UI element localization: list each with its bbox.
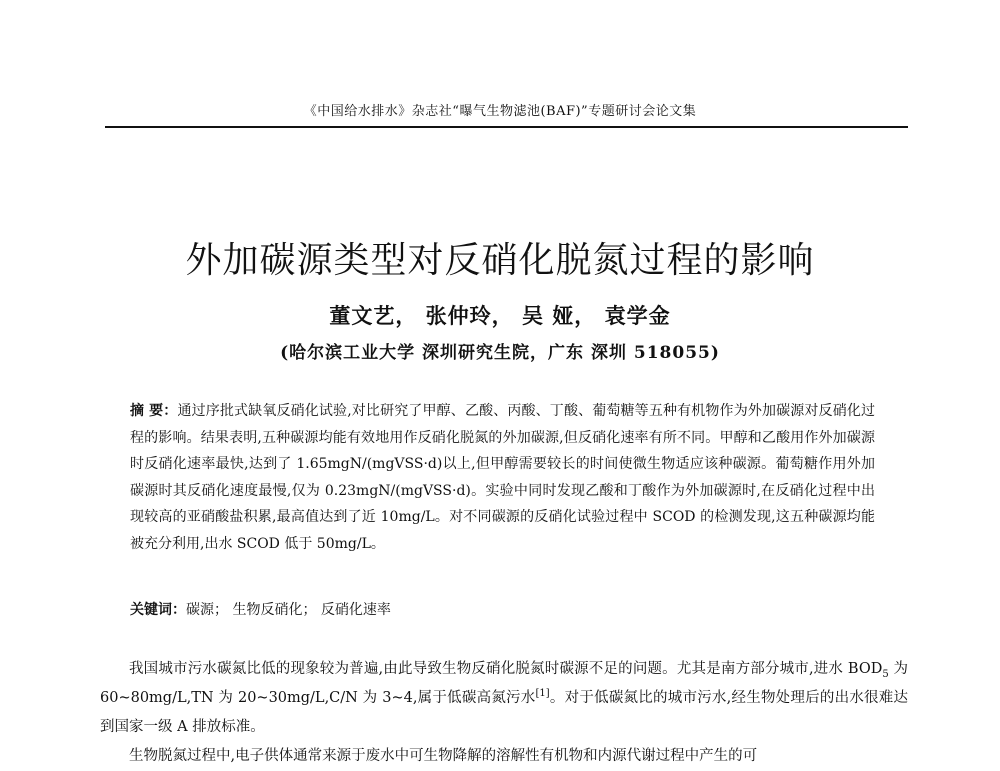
abstract-text: 通过序批式缺氧反硝化试验,对比研究了甲醇、乙酸、丙酸、丁酸、葡萄糖等五种有机物作为外加碳源对反硝化过程的影响。结果表明,五种碳源均能有效地用作反硝化脱氮的外加碳源,但反硝化速率有所不同。甲醇和乙酸用作外加碳源时反硝化速率最快,达到了 1.65mgN/(mgVSS·d)以上,但甲醇需要较长的时间使微生物适应该种碳源。葡萄糖作用外加碳源时其反硝化速度最慢,仅为 0.23mgN/(mgVSS·d)。实验中同时发现乙酸和丁酸作为外加碳源时,在反硝化过程中出现较高的亚硝酸盐积累,最高值达到了近 10mg/L。对不同碳源的反硝化试验过程中 SCOD 的检测发现,这五种碳源均能被充分利用,出水 SCOD 低于 50mg/L。 <box>130 403 875 552</box>
body-paragraph <box>100 655 908 742</box>
keywords-label: 关键词： <box>130 602 186 618</box>
keywords <box>130 597 875 623</box>
affiliation: (哈尔滨工业大学 深圳研究生院，广东 深圳 518055) <box>280 343 720 363</box>
keywords-text: 碳源； 生物反硝化； 反硝化速率 <box>186 602 391 618</box>
subscript: 5 <box>882 668 889 680</box>
authors: 董文艺， 张仲玲， 吴 娅， 袁学金 <box>329 303 671 328</box>
abstract <box>130 398 875 557</box>
body-text-segment: 我国城市污水碳氮比低的现象较为普遍,由此导致生物反硝化脱氮时碳源不足的问题。尤其是南方部分城市,进水 BOD <box>129 661 883 677</box>
body-text-segment: 。对于低碳氮比的城市污水,经生物处理后的出水很难达到国家一级 A 排放标准。 <box>100 690 908 735</box>
body-text-segment: 为 60~80mg/L,TN 为 20~30mg/L,C/N 为 3~4,属于低碳高氮污水 <box>100 661 909 706</box>
header-divider <box>105 126 908 128</box>
paper-title: 外加碳源类型对反硝化脱氮过程的影响 <box>185 240 815 281</box>
abstract-label: 摘 要： <box>130 403 178 419</box>
citation-ref: [1] <box>535 688 550 700</box>
running-header: 《中国给水排水》杂志社“曝气生物滤池(BAF)”专题研讨会论文集 <box>303 104 697 119</box>
body-paragraph: 生物脱氮过程中,电子供体通常来源于废水中可生物降解的溶解性有机物和内源代谢过程中产生的可 <box>129 748 758 764</box>
body-text <box>100 655 908 771</box>
